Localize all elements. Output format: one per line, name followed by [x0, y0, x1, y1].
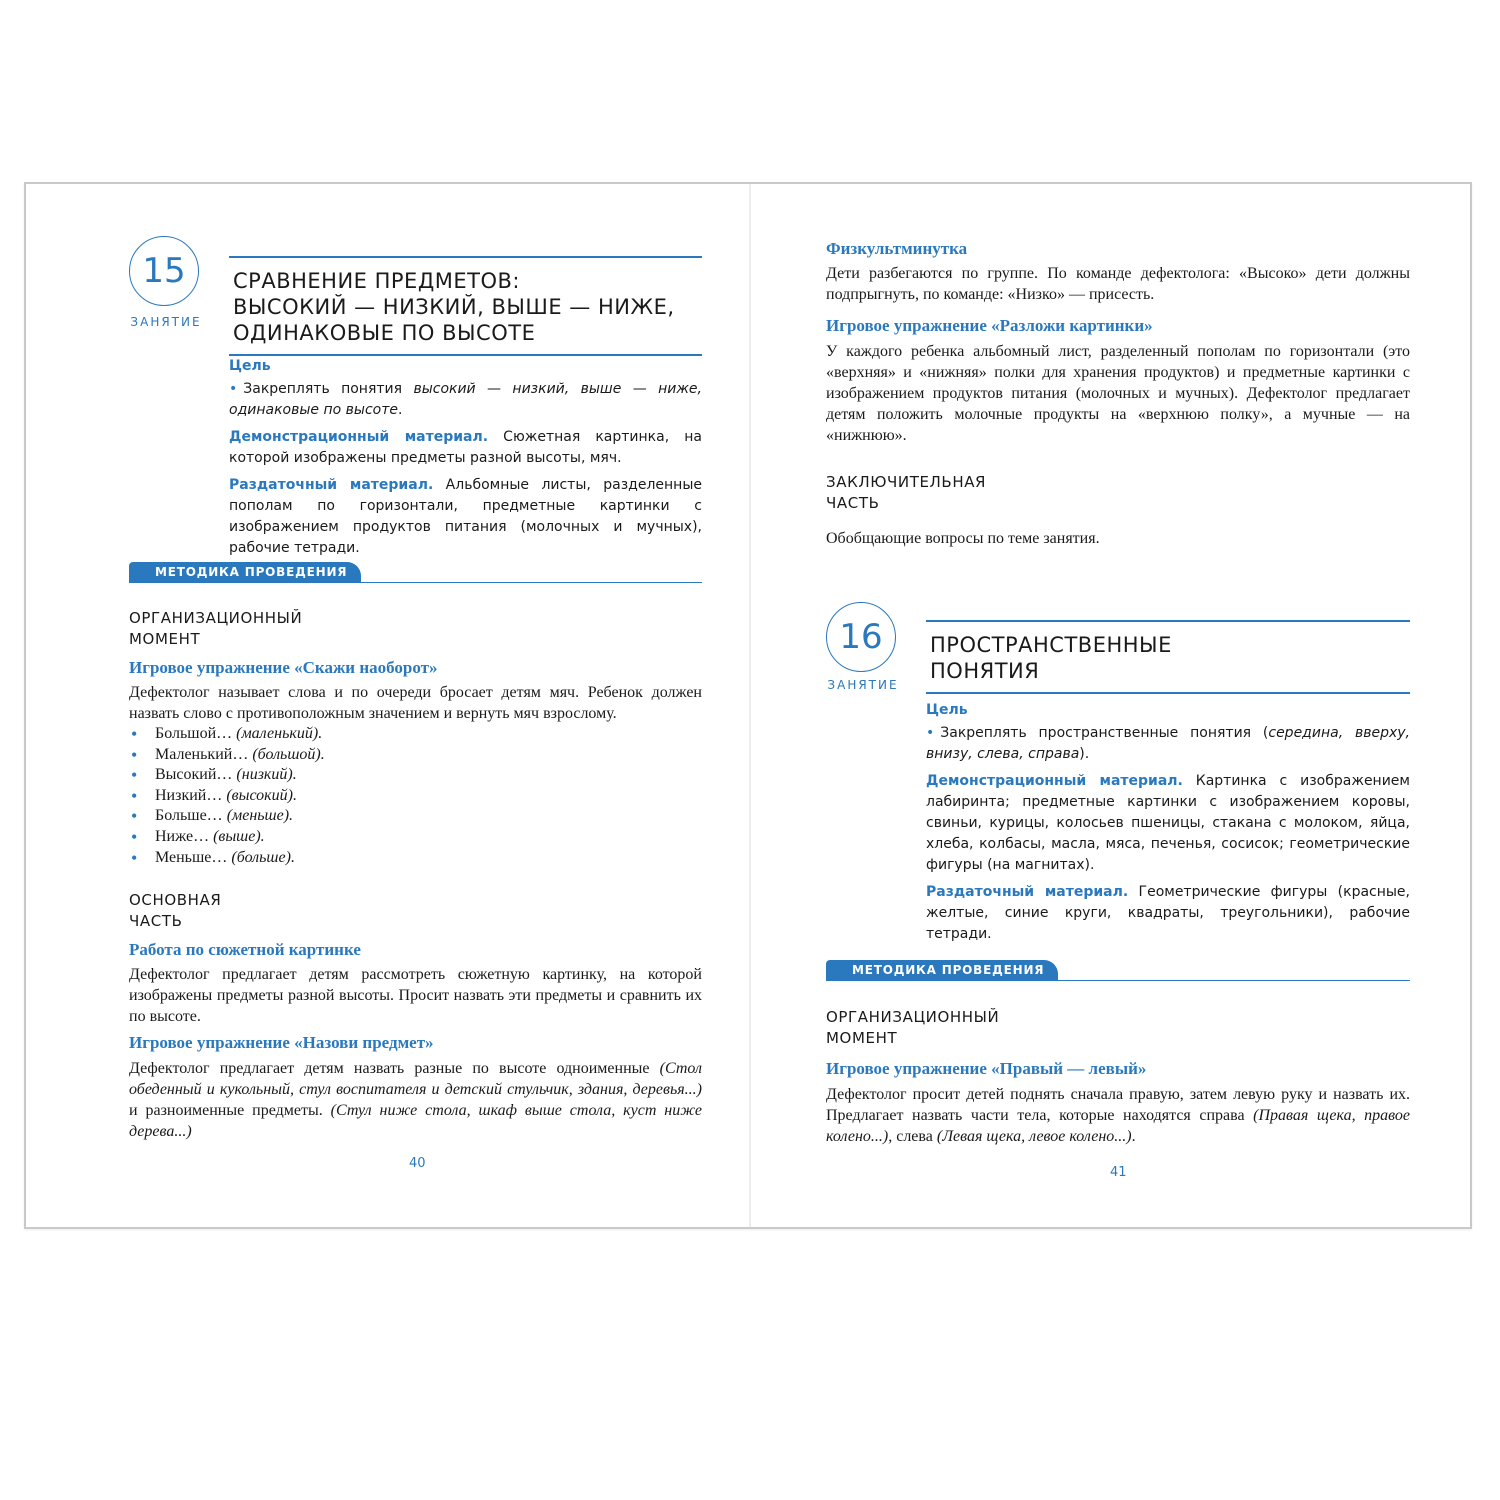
lesson-title	[229, 256, 702, 356]
demo-label: Демонстрационный материал.	[926, 773, 1183, 789]
part-title-line: ЧАСТЬ	[826, 494, 880, 512]
work-title: Работа по сюжетной картинке	[129, 940, 361, 959]
right-page	[826, 184, 1410, 1227]
part-title-main	[129, 890, 221, 932]
part-title-line: ОРГАНИЗАЦИОННЫЙ	[826, 1008, 1000, 1026]
list-item: • Большой… (маленький).	[129, 724, 702, 745]
book-spread	[24, 182, 1472, 1229]
handout-label: Раздаточный материал.	[229, 477, 434, 493]
left-page	[129, 184, 702, 1227]
lesson-title-line: СРАВНЕНИЕ ПРЕДМЕТОВ:	[233, 269, 520, 293]
part-title-org	[826, 1007, 999, 1049]
phys-title: Физкультминутка	[826, 239, 968, 258]
lesson-number-badge: 15	[129, 236, 199, 306]
handout-material: Раздаточный материал. Геометрические фигуры (красные, желтые, синие круги, квадраты, треугольники), рабочие тетради.	[926, 884, 1410, 942]
page-fold	[749, 184, 751, 1227]
part-title-line: ЗАКЛЮЧИТЕЛЬНАЯ	[826, 473, 987, 491]
game4-text: Дефектолог просит детей поднять сначала правую, затем левую руку и назвать их. Предлагает назвать части тела, которые находятся справа (Правая щека, правое колено...), слева (Левая щека, левое колено...).	[826, 1086, 1411, 1145]
lesson-info	[229, 356, 702, 565]
goal-label: Цель	[926, 702, 968, 718]
page-number: 41	[1110, 1165, 1127, 1180]
part-title-line: МОМЕНТ	[826, 1029, 898, 1047]
lesson-info	[926, 700, 1410, 951]
goal-text: • Закреплять понятия высокий — низкий, выше — ниже, одинаковые по высоте.	[229, 381, 702, 418]
lesson-title-line: ОДИНАКОВЫЕ ПО ВЫСОТЕ	[233, 321, 536, 345]
list-item: • Маленький… (большой).	[129, 745, 702, 766]
game3-title: Игровое упражнение «Разложи картинки»	[826, 316, 1153, 335]
game2-title: Игровое упражнение «Назови предмет»	[129, 1033, 434, 1052]
game1-title: Игровое упражнение «Скажи наоборот»	[129, 658, 438, 677]
lesson-title	[926, 620, 1410, 694]
bullet-icon: •	[926, 725, 935, 741]
part-title-line: ЧАСТЬ	[129, 912, 183, 930]
lesson-word: ЗАНЯТИЕ	[130, 315, 202, 329]
method-section-bar	[129, 562, 702, 583]
lesson-title-line: ПОНЯТИЯ	[930, 659, 1040, 683]
page-number: 40	[409, 1156, 426, 1171]
game4-title: Игровое упражнение «Правый — левый»	[826, 1059, 1147, 1078]
work-text: Дефектолог предлагает детям рассмотреть сюжетную картинку, на которой изображены предметы разной высоты. Просит назвать эти предметы и сравнить их по высоте.	[129, 966, 702, 1025]
game3-text: У каждого ребенка альбомный лист, разделенный пополам по горизонтали (это «верхняя» и «нижняя» полки для хранения продуктов) и предметные картинки с изображением продуктов питания (молочных и мучных). Дефектолог предлагает детям положить молочные продукты на «верхнюю полку», а мучные — на «нижнюю».	[826, 343, 1410, 444]
lesson-title-line: ПРОСТРАНСТВЕННЫЕ	[930, 633, 1172, 657]
demo-material: Демонстрационный материал. Картинка с изображением лабиринта; предметные картинки с изображением коровы, свиньи, курицы, колосьев пшеницы, стакана с молоком, яйца, хлеба, колбасы, масла, мяса, печенья, сосисок; геометрические фигуры (на магнитах).	[926, 773, 1410, 873]
part-title-line: ОРГАНИЗАЦИОННЫЙ	[129, 609, 303, 627]
list-item: • Высокий… (низкий).	[129, 765, 702, 786]
part-title-org	[129, 608, 302, 650]
list-item: • Низкий… (высокий).	[129, 786, 702, 807]
game2-text: Дефектолог предлагает детям назвать разные по высоте одноименные (Стол обеденный и кукольный, стул воспитателя и детский стульчик, здания, деревья...) и разноименные предметы. (Стул ниже стола, шкаф выше стола, куст ниже дерева...)	[129, 1060, 703, 1140]
method-tab: МЕТОДИКА ПРОВЕДЕНИЯ	[826, 960, 1058, 981]
method-section-bar	[826, 960, 1410, 981]
list-item: • Ниже… (выше).	[129, 827, 702, 848]
final-text: Обобщающие вопросы по теме занятия.	[826, 530, 1100, 547]
handout-label: Раздаточный материал.	[926, 884, 1129, 900]
handout-material: Раздаточный материал. Альбомные листы, разделенные пополам по горизонтали, предметные картинки с изображением продуктов питания (молочных и мучных), рабочие тетради.	[229, 477, 702, 556]
part-title-line: ОСНОВНАЯ	[129, 891, 222, 909]
lesson-title-line: ВЫСОКИЙ — НИЗКИЙ, ВЫШЕ — НИЖЕ,	[233, 295, 675, 319]
antonym-list	[129, 724, 702, 868]
part-title-final	[826, 472, 986, 514]
phys-text: Дети разбегаются по группе. По команде дефектолога: «Высоко» дети должны подпрыгнуть, по команде: «Низко» — присесть.	[826, 265, 1410, 303]
method-tab: МЕТОДИКА ПРОВЕДЕНИЯ	[129, 562, 361, 583]
goal-label: Цель	[229, 358, 271, 374]
demo-material: Демонстрационный материал. Сюжетная картинка, на которой изображены предметы разной высоты, мяч.	[229, 429, 702, 466]
lesson-number-badge: 16	[826, 602, 896, 672]
bullet-icon: •	[229, 381, 238, 397]
list-item: • Меньше… (больше).	[129, 848, 702, 869]
part-title-line: МОМЕНТ	[129, 630, 201, 648]
goal-text: • Закреплять пространственные понятия (середина, вверху, внизу, слева, справа).	[926, 725, 1410, 762]
list-item: • Больше… (меньше).	[129, 806, 702, 827]
demo-label: Демонстрационный материал.	[229, 429, 489, 445]
game1-text: Дефектолог называет слова и по очереди бросает детям мяч. Ребенок должен назвать слово с противоположным значением и вернуть мяч взрослому.	[129, 684, 702, 722]
lesson-word: ЗАНЯТИЕ	[827, 678, 899, 692]
